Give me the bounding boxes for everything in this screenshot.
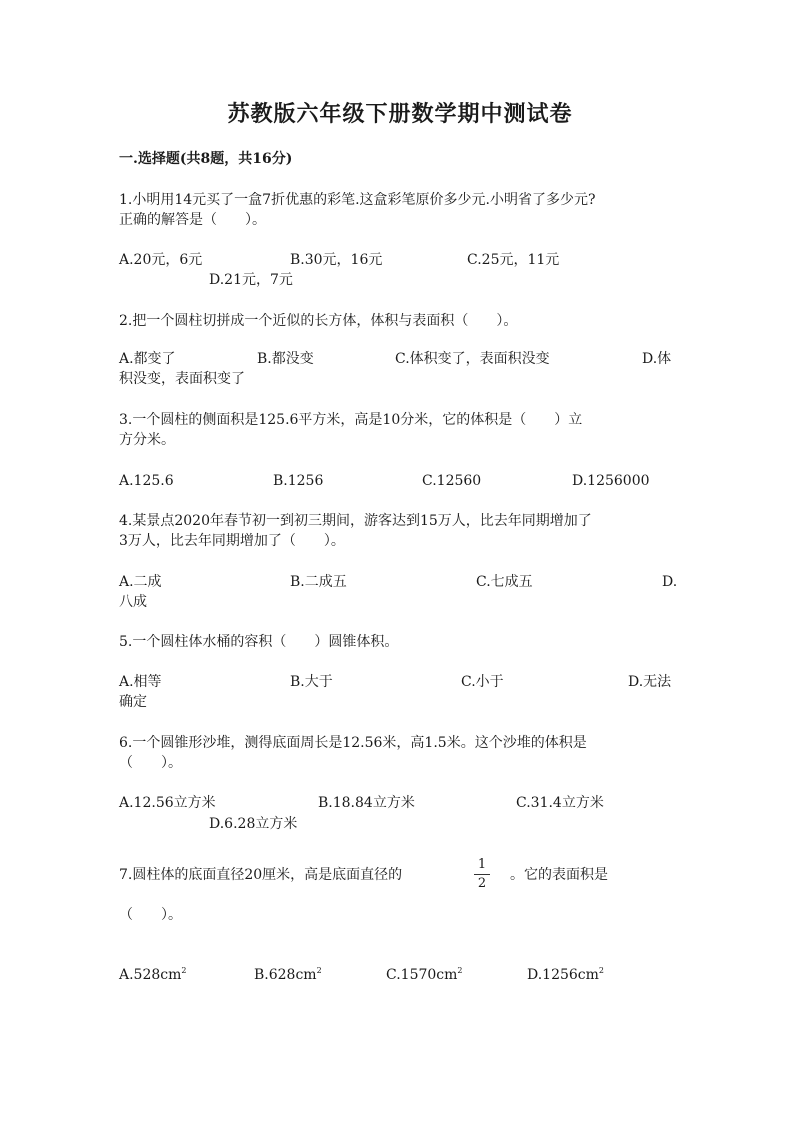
- question-2-option-a: A.都变了: [119, 351, 176, 367]
- question-1-option-b: B.30元，16元: [290, 252, 383, 268]
- question-5-option-d-wrap: 确定: [119, 694, 147, 710]
- question-7-option-c: $C.1570cm^2$: [386, 966, 463, 983]
- question-5-option-c: C.小于: [461, 674, 504, 690]
- question-3-option-c: C.12560: [422, 473, 482, 489]
- question-1-line-1: 1.小明用14元买了一盒7折优惠的彩笔.这盒彩笔原价多少元.小明省了多少元?: [119, 192, 596, 208]
- question-4-option-d-wrap: 八成: [119, 594, 147, 610]
- question-7-line-2: （ ）。: [119, 907, 182, 923]
- fraction-denominator: 2: [477, 876, 487, 891]
- question-3-option-d: D.1256000: [572, 473, 650, 489]
- question-2-line-1: 2.把一个圆柱切拼成一个近似的长方体，体积与表面积（ ）。: [119, 313, 518, 329]
- question-1-line-2: 正确的解答是（ ）。: [119, 212, 266, 228]
- question-5-option-d: D.无法: [628, 674, 672, 690]
- question-3-line-2: 方分米。: [119, 432, 175, 448]
- question-1-option-d: D.21元，7元: [209, 272, 293, 288]
- fraction-one-half: [474, 858, 490, 891]
- question-6-option-d: D.6.28立方米: [209, 816, 298, 832]
- question-5-option-b: B.大于: [290, 674, 333, 690]
- question-2-option-d: D.体: [642, 351, 672, 367]
- question-1-option-c: C.25元，11元: [467, 252, 560, 268]
- question-2-option-c: C.体积变了，表面积没变: [395, 351, 550, 367]
- question-3-option-a: A.125.6: [119, 473, 174, 489]
- question-6-option-c: C.31.4立方米: [516, 795, 604, 811]
- question-5-line-1: 5.一个圆柱体水桶的容积（ ）圆锥体积。: [119, 634, 399, 650]
- question-7-option-b: $B.628cm^2$: [254, 966, 322, 983]
- question-4-option-c: C.七成五: [476, 574, 533, 590]
- question-6-option-b: B.18.84立方米: [318, 795, 415, 811]
- question-6-option-a: A.12.56立方米: [119, 795, 216, 811]
- question-3-line-1: 3.一个圆柱的侧面积是125.6平方米，高是10分米，它的体积是（ ）立: [119, 412, 583, 428]
- fraction-bar: [474, 874, 490, 875]
- question-6-line-2: （ ）。: [119, 755, 182, 771]
- question-4-option-b: B.二成五: [290, 574, 347, 590]
- question-4-option-d: D.: [662, 574, 678, 590]
- question-2-option-b: B.都没变: [257, 351, 314, 367]
- question-2-option-d-wrap: 积没变，表面积变了: [119, 371, 245, 387]
- section-header: 一.选择题(共8题，共16分): [119, 151, 293, 167]
- question-7-line-1-end: 。它的表面积是: [510, 867, 608, 883]
- fraction-numerator: 1: [477, 857, 487, 872]
- question-7-option-d: $D.1256cm^2$: [527, 966, 605, 983]
- page-title: 苏教版六年级下册数学期中测试卷: [227, 101, 573, 127]
- question-7-line-1: 7.圆柱体的底面直径20厘米，高是底面直径的: [119, 867, 403, 883]
- question-1-option-a: A.20元，6元: [119, 252, 203, 268]
- question-5-option-a: A.相等: [119, 674, 162, 690]
- question-4-option-a: A.二成: [119, 574, 162, 590]
- question-4-line-1: 4.某景点2020年春节初一到初三期间，游客达到15万人，比去年同期增加了: [119, 513, 592, 529]
- question-4-line-2: 3万人，比去年同期增加了（ ）。: [119, 533, 345, 549]
- question-6-line-1: 6.一个圆锥形沙堆，测得底面周长是12.56米，高1.5米。这个沙堆的体积是: [119, 735, 587, 751]
- question-7-option-a: $A.528cm^2$: [119, 966, 187, 983]
- question-3-option-b: B.1256: [273, 473, 324, 489]
